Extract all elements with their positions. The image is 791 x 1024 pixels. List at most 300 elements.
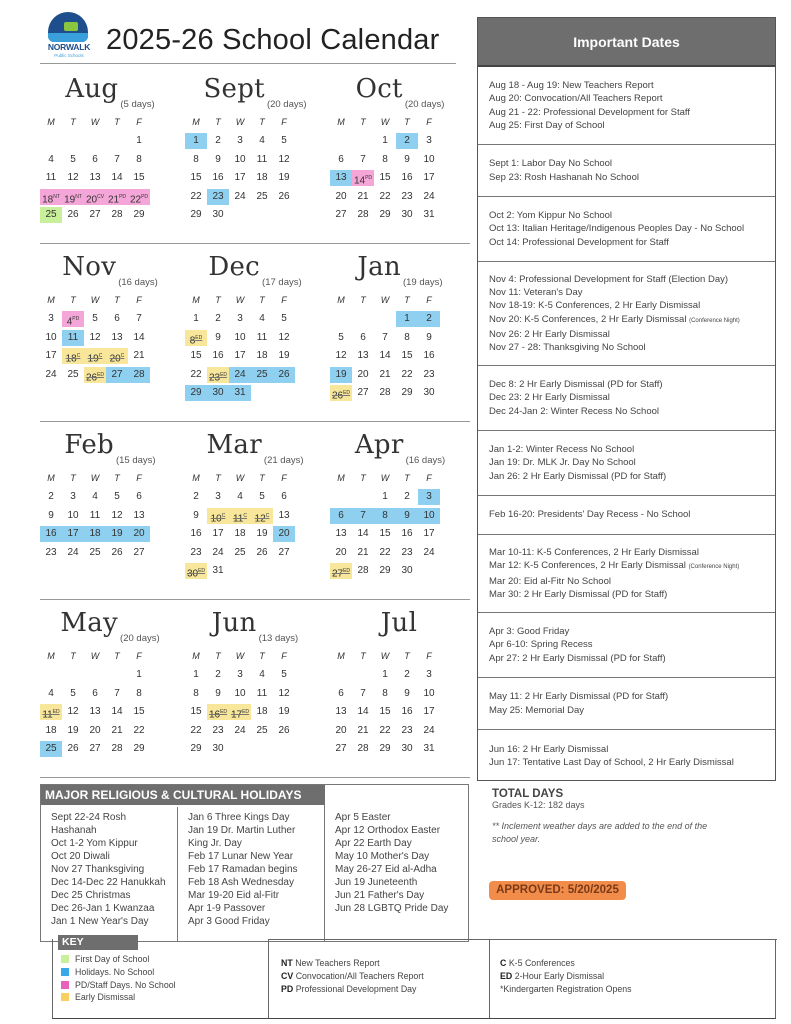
day-cell (374, 152, 396, 168)
key-label: PD/Staff Days. No School (75, 979, 176, 990)
holiday-item: Sept 22-24 Rosh (51, 812, 127, 823)
day-number: 3 (426, 669, 432, 680)
empty-cell (229, 207, 251, 223)
day-number: 11 (256, 153, 268, 165)
empty-cell (352, 311, 374, 327)
day-number: 13 (111, 331, 123, 343)
week-row (185, 544, 325, 563)
key-label: Early Dismissal (75, 992, 136, 1003)
day-cell (207, 545, 229, 561)
day-number: 2 (48, 491, 54, 502)
important-date-item: Jun 17: Tentative Last Day of School, 2 Hr Early Dismissal (489, 757, 734, 768)
weekday-header (40, 468, 180, 488)
weekday-label: M (47, 651, 55, 661)
holiday-item: Jun 28 LGBTQ Pride Day (335, 903, 449, 914)
day-number: 21 (357, 190, 369, 202)
holiday-item: Nov 27 Thanksgiving (51, 864, 145, 875)
day-code: C (98, 353, 103, 359)
day-cell (374, 170, 396, 186)
important-dates-section (478, 730, 775, 782)
week-row (185, 666, 325, 685)
day-cell (251, 152, 273, 168)
holiday-item: Dec 14-Dec 22 Hanukkah (51, 877, 166, 888)
day-number: 29 (133, 209, 145, 220)
holiday-item: Jan 1 New Year's Day (51, 916, 149, 927)
day-number: 11 (256, 687, 268, 699)
abbreviation-code: CV (281, 970, 294, 981)
day-number: 31 (423, 209, 435, 220)
important-date-item: Aug 21 - 22: Professional Development for Staff (489, 106, 691, 118)
day-cell (128, 367, 150, 383)
week-row (330, 740, 470, 759)
day-number: 12 (254, 512, 266, 524)
day-number: 30 (401, 565, 413, 576)
day-cell (229, 526, 251, 542)
day-cell (330, 704, 352, 720)
day-cell (418, 385, 440, 401)
key-abbreviation (500, 957, 776, 970)
week-row (330, 329, 470, 348)
week-row (330, 366, 470, 385)
key-abbreviation (500, 970, 776, 983)
day-number: 2 (193, 491, 199, 502)
day-number: 12 (67, 706, 79, 717)
day-number: 2 (404, 491, 410, 502)
day-cell (396, 723, 418, 739)
day-cell (207, 686, 229, 702)
day-number: 19 (256, 528, 268, 539)
day-cell (128, 207, 150, 223)
day-number: 17 (423, 706, 435, 717)
day-number: 12 (278, 687, 290, 699)
holiday-item: Apr 5 Easter (335, 812, 391, 823)
day-cell (330, 741, 352, 757)
week-row (40, 310, 180, 329)
month-name: Apr (354, 430, 404, 460)
holiday-item: Apr 3 Good Friday (188, 916, 270, 927)
day-number: 11 (256, 331, 268, 343)
day-cell (207, 723, 229, 739)
day-number: 8 (382, 687, 388, 699)
day-number: 29 (401, 387, 413, 398)
day-number: 11 (232, 512, 244, 524)
day-cell (207, 152, 229, 168)
day-cell (396, 686, 418, 702)
day-number: 15 (133, 706, 145, 717)
day-number: 19 (278, 172, 290, 183)
important-date-item: Jun 16: 2 Hr Early Dismissal (489, 743, 609, 755)
day-code: C (265, 512, 270, 519)
day-number: 4 (48, 153, 54, 165)
day-number: 22 (379, 724, 391, 736)
day-number: 3 (237, 669, 243, 680)
month-day-count: (13 days) (258, 633, 299, 644)
day-code: C (76, 353, 81, 359)
day-number: 20 (278, 528, 290, 539)
important-date-item: Nov 27 - 28: Thanksgiving No School (489, 341, 646, 353)
day-cell (84, 526, 106, 542)
day-cell (128, 489, 150, 505)
day-number: 22 (379, 190, 391, 202)
month-name: Jan (357, 252, 401, 282)
day-cell (251, 526, 273, 542)
week-row (330, 188, 470, 207)
day-number: 18 (234, 528, 246, 539)
day-number: 5 (259, 491, 265, 502)
weekday-label: F (136, 473, 142, 483)
weekday-label: T (215, 117, 221, 127)
day-cell (352, 545, 374, 561)
month-header (40, 244, 180, 290)
day-cell (418, 686, 440, 702)
day-number: 4 (259, 669, 265, 680)
month-day-count: (20 days) (120, 633, 160, 644)
day-number: 29 (133, 743, 145, 754)
day-cell (374, 723, 396, 739)
day-cell (229, 348, 251, 364)
day-number: 31 (423, 743, 435, 754)
calendar-grid (40, 66, 470, 778)
day-number: 12 (278, 331, 290, 343)
day-number: 3 (48, 313, 54, 324)
day-code: ED (52, 709, 60, 715)
abbreviation-text: Convocation/All Teachers Report (295, 970, 424, 981)
day-cell (418, 348, 440, 364)
month-header (330, 422, 470, 468)
day-cell (273, 152, 295, 168)
weekday-label: F (426, 473, 432, 483)
week-row (185, 740, 325, 759)
week-row (40, 703, 180, 722)
important-date-item: May 11: 2 Hr Early Dismissal (PD for Staff) (489, 691, 669, 703)
inclement-weather-note: ** Inclement weather days are added to the end of the school year. (492, 821, 708, 844)
month-day-count: (20 days) (266, 99, 307, 110)
month-day-count: (16 days) (118, 277, 158, 288)
calendar-row (40, 422, 470, 600)
day-cell (352, 348, 374, 364)
weekday-label: T (215, 295, 221, 305)
important-date-item: Oct 2: Yom Kippur No School (489, 210, 613, 222)
day-number: 16 (401, 528, 413, 539)
day-number: 4 (259, 313, 265, 324)
empty-cell (40, 133, 62, 149)
day-number: 24 (234, 724, 246, 736)
day-number: 13 (335, 528, 347, 539)
day-cell (396, 385, 418, 401)
holiday-item: Feb 17 Ramadan begins (188, 864, 298, 875)
day-number: 16 (208, 709, 221, 721)
day-number: 20 (335, 546, 347, 558)
weekday-header (330, 468, 470, 488)
day-number: 25 (256, 724, 268, 736)
day-cell (330, 526, 352, 542)
day-cell (418, 152, 440, 168)
weekday-label: M (47, 117, 55, 127)
day-cell (418, 704, 440, 720)
day-number: 5 (281, 313, 287, 324)
day-cell (62, 170, 84, 186)
day-number: 10 (67, 509, 79, 521)
day-cell (374, 667, 396, 683)
day-cell (40, 489, 62, 505)
day-code: NT (75, 193, 82, 200)
day-number: 25 (45, 743, 57, 754)
day-number: 29 (190, 209, 202, 220)
week-row (40, 507, 180, 526)
day-code: PD (141, 193, 149, 200)
day-number: 25 (256, 368, 268, 380)
weekday-label: F (136, 651, 142, 661)
day-number: 26 (278, 190, 290, 202)
day-number: 2 (404, 669, 410, 680)
important-date-item: Jan 1-2: Winter Recess No School (489, 444, 635, 456)
day-number: 28 (111, 743, 123, 754)
day-cell (229, 385, 251, 401)
day-number: 22 (133, 724, 145, 736)
day-number: 21 (357, 724, 369, 736)
week-row (40, 132, 180, 151)
day-cell (251, 348, 273, 364)
day-number: 23 (190, 546, 202, 558)
key-label: Holidays. No School (75, 966, 155, 977)
day-number: 15 (190, 706, 202, 717)
day-number: 26 (111, 546, 123, 558)
weekday-label: T (70, 117, 76, 127)
day-number: 3 (237, 313, 243, 324)
day-number: 29 (379, 743, 391, 754)
day-cell (374, 704, 396, 720)
day-cell (84, 330, 106, 346)
day-cell (84, 545, 106, 561)
empty-cell (40, 667, 62, 683)
day-cell (185, 170, 207, 186)
weekday-label: F (281, 295, 287, 305)
day-cell (128, 508, 150, 524)
weekday-label: T (404, 295, 410, 305)
day-number: 24 (423, 190, 435, 202)
day-number: 30 (423, 387, 435, 398)
day-number: 25 (234, 546, 246, 558)
empty-cell (352, 133, 374, 149)
week-row (185, 722, 325, 741)
month-may (40, 600, 180, 759)
day-number: 16 (401, 172, 413, 183)
important-date-item: Nov 11: Veteran's Day (489, 287, 583, 299)
day-number: 16 (423, 350, 435, 361)
day-number: 3 (215, 491, 221, 502)
day-number: 20 (357, 368, 369, 380)
day-number: 12 (278, 153, 290, 165)
week-row (185, 329, 325, 348)
day-code: ED (343, 390, 351, 396)
month-name: Dec (208, 252, 261, 282)
day-number: 30 (401, 743, 413, 754)
day-number: 8 (193, 687, 199, 699)
day-cell (374, 741, 396, 757)
day-cell (229, 152, 251, 168)
day-number: 21 (133, 350, 145, 361)
month-header (185, 244, 325, 290)
day-cell (185, 367, 207, 383)
holidays-column-1 (41, 807, 177, 941)
week-row (330, 488, 470, 507)
day-number: 27 (111, 368, 123, 380)
abbreviation-text: Professional Development Day (295, 983, 417, 994)
empty-cell (106, 667, 128, 683)
weekday-label: T (70, 651, 76, 661)
empty-cell (84, 133, 106, 149)
day-number: 6 (338, 509, 344, 521)
day-number: 10 (423, 509, 435, 521)
day-cell (128, 133, 150, 149)
day-number: 25 (89, 546, 101, 558)
day-cell (273, 133, 295, 149)
weekday-label: M (337, 117, 345, 127)
day-number: 25 (67, 368, 79, 380)
day-number: 27 (278, 546, 290, 558)
weekday-label: F (136, 117, 142, 127)
week-row (185, 685, 325, 704)
day-cell (396, 311, 418, 327)
weekday-header (330, 646, 470, 666)
day-cell (207, 489, 229, 505)
day-cell (418, 667, 440, 683)
abbreviation-code: PD (281, 983, 294, 994)
month-day-count: (15 days) (115, 455, 156, 466)
day-number: 22 (190, 368, 202, 380)
week-row (40, 366, 180, 385)
day-number: 20 (335, 190, 347, 202)
important-dates-section (478, 678, 775, 730)
day-cell (251, 723, 273, 739)
day-number: 9 (48, 509, 54, 521)
important-date-item: Feb 16-20: Presidents' Day Recess - No School (489, 509, 691, 521)
day-cell (62, 367, 84, 383)
abbreviation-text: New Teachers Report (295, 958, 380, 968)
day-number: 24 (212, 546, 224, 558)
key-color-legend (61, 953, 176, 1004)
holiday-item: Mar 19-20 Eid al-Fitr (188, 890, 280, 901)
day-number: 14 (379, 350, 391, 361)
month-apr (330, 422, 470, 581)
day-cell (352, 723, 374, 739)
month-name: Feb (64, 430, 114, 460)
week-row (330, 206, 470, 225)
day-cell (273, 723, 295, 739)
day-cell (185, 741, 207, 757)
day-number: 19 (278, 706, 290, 717)
day-number: 17 (45, 350, 57, 361)
day-cell (207, 526, 229, 542)
day-number: 29 (379, 565, 391, 576)
empty-cell (84, 667, 106, 683)
day-number: 11 (67, 331, 79, 343)
important-date-item: May 25: Memorial Day (489, 704, 585, 716)
day-number: 19 (111, 528, 123, 539)
day-cell (396, 133, 418, 149)
month-dec (185, 244, 325, 403)
day-number: 28 (357, 565, 369, 576)
day-number: 8 (382, 153, 388, 165)
day-number: 5 (92, 313, 98, 324)
day-cell (396, 170, 418, 186)
calendar-row (40, 244, 470, 422)
day-number: 22 (129, 193, 142, 205)
week-row (40, 666, 180, 685)
day-cell (418, 170, 440, 186)
day-cell (185, 686, 207, 702)
day-cell (106, 207, 128, 223)
day-number: 8 (382, 509, 388, 521)
day-cell (185, 667, 207, 683)
empty-cell (273, 563, 295, 579)
month-header (185, 422, 325, 468)
title-divider (40, 63, 456, 64)
day-number: 21 (357, 546, 369, 558)
holiday-item: Apr 12 Orthodox Easter (335, 825, 441, 836)
day-number: 18 (45, 724, 57, 736)
weekday-header (40, 112, 180, 132)
day-number: 14 (353, 175, 366, 187)
day-cell (374, 385, 396, 401)
holiday-item: Jun 19 Juneteenth (335, 877, 418, 888)
day-cell (352, 330, 374, 346)
day-cell (84, 489, 106, 505)
day-cell (40, 348, 62, 364)
key-label: First Day of School (75, 954, 150, 964)
day-cell (330, 207, 352, 223)
day-cell (374, 189, 396, 205)
day-cell (251, 133, 273, 149)
day-number: 28 (357, 209, 369, 220)
day-number: 1 (404, 313, 410, 324)
day-number: 7 (114, 153, 120, 165)
day-number: 3 (426, 491, 432, 502)
day-cell (84, 152, 106, 168)
day-cell (207, 667, 229, 683)
day-number: 26 (278, 724, 290, 736)
weekday-label: T (404, 473, 410, 483)
day-cell (418, 311, 440, 327)
day-cell (84, 348, 106, 364)
day-cell (229, 367, 251, 383)
weekday-header (40, 290, 180, 310)
important-dates-section (478, 613, 775, 678)
day-cell (128, 348, 150, 364)
weekday-label: W (235, 651, 245, 661)
day-code: ED (195, 334, 203, 341)
day-cell (62, 526, 84, 542)
day-cell (84, 311, 106, 327)
day-code: ED (242, 709, 250, 715)
day-cell (418, 330, 440, 346)
day-number: 3 (70, 491, 76, 502)
day-code: ED (220, 709, 228, 715)
day-cell (185, 189, 207, 205)
week-row (330, 544, 470, 563)
day-cell (207, 741, 229, 757)
important-dates-section (478, 431, 775, 496)
day-cell (273, 170, 295, 186)
day-cell (207, 367, 229, 383)
day-number: 29 (190, 387, 202, 398)
day-cell (374, 563, 396, 579)
day-cell (185, 563, 207, 579)
day-cell (396, 207, 418, 223)
important-date-item: Apr 6-10: Spring Recess (489, 639, 593, 651)
weekday-label: W (380, 473, 390, 483)
abbreviation-code: NT (281, 958, 293, 968)
